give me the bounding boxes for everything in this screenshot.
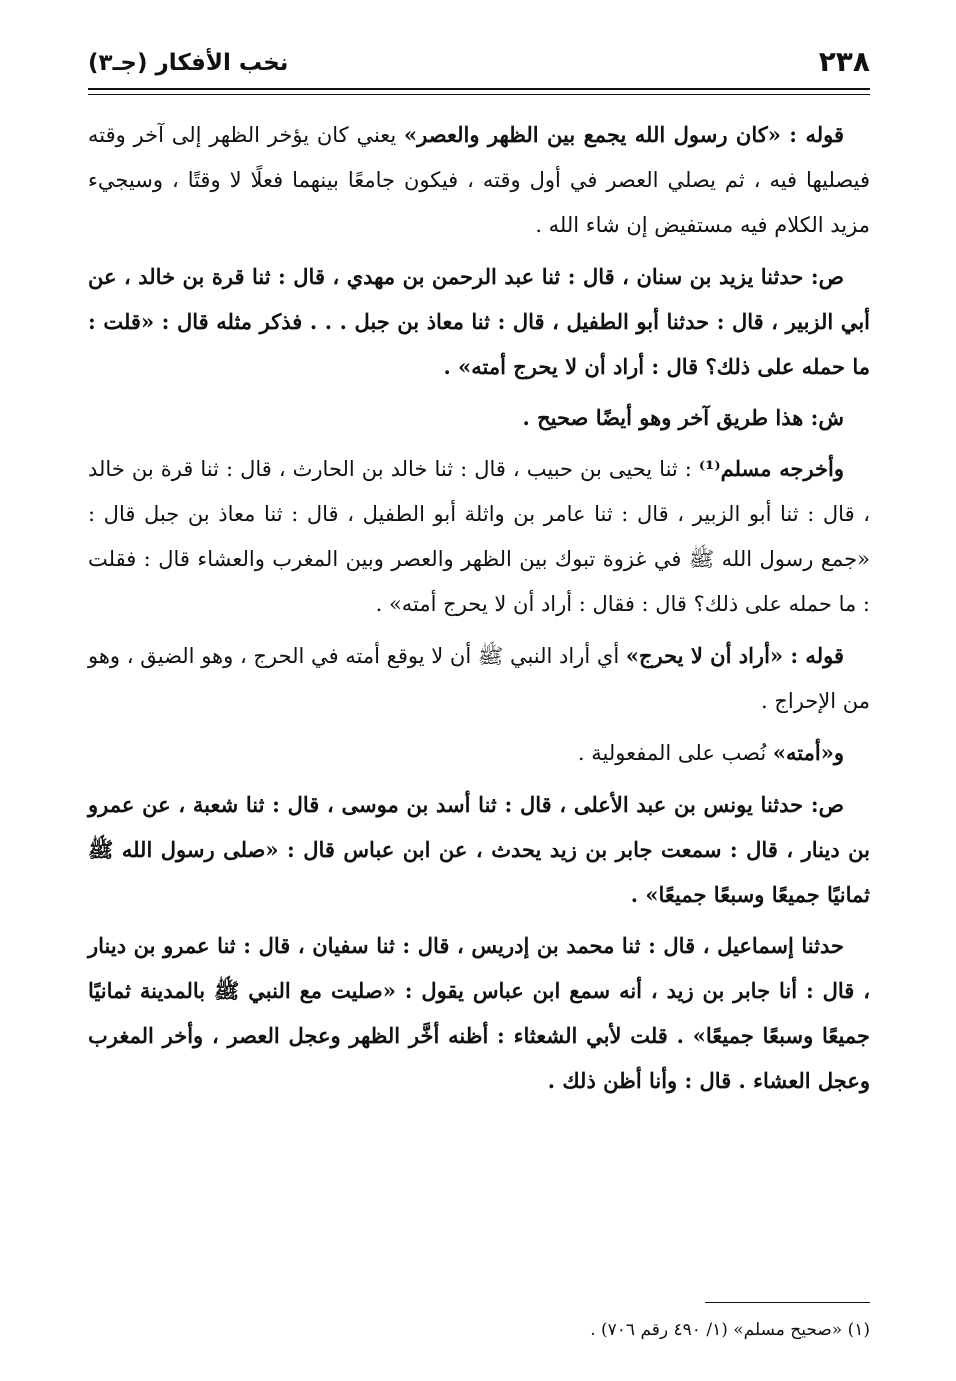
page-header	[88, 40, 870, 90]
paragraph-lead: وأخرجه مسلم⁽¹⁾	[698, 456, 844, 481]
footnote: (١) «صحيح مسلم» (١/ ٤٩٠ رقم ٧٠٦) .	[590, 1320, 870, 1340]
page-body	[88, 112, 870, 1109]
paragraph-text: أي أراد النبي ﷺ أن لا يوقع أمته في الحرج ، وهو الضيق ، وهو من الإحراج .	[88, 644, 870, 713]
book-page	[88, 40, 870, 1360]
paragraph-lead: قوله : «كان رسول الله يجمع بين الظهر والعصر»	[404, 122, 844, 147]
page-number: ٢٣٨	[818, 45, 870, 78]
paragraph-hadith-1	[88, 254, 870, 389]
paragraph-text: يعني كان يؤخر الظهر إلى آخر وقته فيصليها فيه ، ثم يصلي العصر في أول وقته ، فيكون جامعًا بينهما فعلًا لا وقتًا ، وسيجيء مزيد الكلام فيه مستفيض إن شاء الله .	[88, 123, 870, 237]
paragraph-lead: ص: حدثنا يونس بن عبد الأعلى ، قال : ثنا أسد بن موسى ، قال : ثنا شعبة ، عن عمرو بن دينار ، قال : سمعت جابر بن زيد يحدث ، عن ابن عباس قال : «صلى رسول الله ﷺ ثمانيًا جميعًا وسبعًا جميعًا» .	[88, 792, 870, 907]
paragraph-commentary-2	[88, 633, 870, 724]
paragraph-lead: ص: حدثنا يزيد بن سنان ، قال : ثنا عبد الرحمن بن مهدي ، قال : ثنا قرة بن خالد ، عن أبي الزبير ، قال : حدثنا أبو الطفيل ، قال : ثنا معاذ بن جبل . . . فذكر مثله قال : «قلت : ما حمله على ذلك؟ قال : أراد أن لا يحرج أمته» .	[88, 264, 870, 379]
paragraph-takhrij	[88, 446, 870, 627]
paragraph-text: نُصب على المفعولية .	[577, 741, 773, 765]
footnote-rule	[705, 1302, 870, 1303]
paragraph-lead: و«أمته»	[772, 740, 844, 765]
paragraph-commentary-1	[88, 112, 870, 248]
paragraph-sharh-1	[88, 395, 870, 440]
paragraph-lead: قوله : «أراد أن لا يحرج»	[625, 643, 844, 668]
paragraph-lead: حدثنا إسماعيل ، قال : ثنا محمد بن إدريس ، قال : ثنا سفيان ، قال : ثنا عمرو بن دينار ، قال : أنا جابر بن زيد ، أنه سمع ابن عباس يقول : «صليت مع النبي ﷺ بالمدينة ثمانيًا جميعًا وسبعًا جميعًا» . قلت لأبي الشعثاء : أظنه أخَّر الظهر وعجل العصر ، وأخر المغرب وعجل العشاء . قال : وأنا أظن ذلك .	[88, 933, 870, 1093]
paragraph-text: : ثنا يحيى بن حبيب ، قال : ثنا خالد بن الحارث ، قال : ثنا قرة بن خالد ، قال : ثنا أبو الزبير ، قال : ثنا عامر بن واثلة أبو الطفيل ، قال : ثنا معاذ بن جبل قال : «جمع رسول الله ﷺ في غزوة تبوك بين الظهر والعصر وبين المغرب والعشاء قال : فقلت : ما حمله على ذلك؟ قال : فقال : أراد أن لا يحرج أمته» .	[88, 457, 870, 616]
header-rule-thin	[88, 94, 870, 95]
paragraph-hadith-3	[88, 923, 870, 1103]
paragraph-commentary-3	[88, 730, 870, 776]
book-title: نخب الأفكار (جـ٣)	[88, 50, 289, 76]
paragraph-lead: ش: هذا طريق آخر وهو أيضًا صحيح .	[522, 405, 844, 430]
header-rule	[88, 88, 870, 90]
paragraph-hadith-2	[88, 782, 870, 917]
